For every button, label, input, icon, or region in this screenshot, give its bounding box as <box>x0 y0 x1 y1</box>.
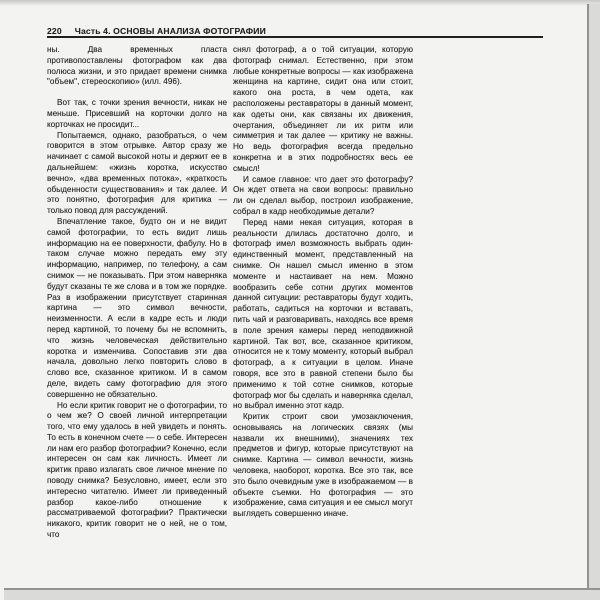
paragraph: ны. Два временных пласта противопоставлены фотографом как два полюса жизни, и это придает времени снимка "объем", стереоскопию» (илл. 496). <box>47 45 227 87</box>
text-column-right <box>233 45 413 541</box>
text-column-left <box>47 45 227 541</box>
chapter-title: Часть 4. ОСНОВЫ АНАЛИЗА ФОТОГРАФИИ <box>74 26 266 36</box>
scan-edge-bottom <box>4 588 600 600</box>
running-header <box>47 26 266 36</box>
paragraph: снял фотограф, а о той ситуации, которую фотограф снимал. Естественно, при этом любые конкретные вопросы — как изображена женщина на картине, сидит она или стоит, какого она роста, в чем одета, как расположены реставраторы в данный момент, как одеты они, как связаны их движения, очертания, объединяет ли их ритм или симметрия и так далее — критику не важны. Но ведь фотография всегда предельно конкретна и в этих подробностях весь ее смысл! <box>233 45 413 173</box>
scan-edge-top <box>0 0 600 6</box>
paragraph: Вот так, с точки зрения вечности, никак не меньше. Присевший на корточки долго на корточках не просидит... <box>47 98 227 129</box>
paragraph: Но если критик говорит не о фотографии, то о чем же? О своей личной интерпретации того, что ему удалось в ней увидеть и понять. То есть в конечном счете — о себе. Интересен ли нам его разбор фотографии? Конечно, если интересен он сам как личность. Имеет ли критик право излагать свое личное мнение по поводу снимка? Безусловно, имеет, если это интересно читателю. Имеет ли приведенный разбор какое-либо отношение к рассматриваемой фотографии? Практически никакого, критик говорит не о ней, не о том, что <box>47 400 227 540</box>
paragraph: Впечатление такое, будто он и не видит самой фотографии, то есть видит лишь информацию на ее поверхности, фабулу. Но в таком случае можно передать ему эту информацию, например, по телефону, а сам снимок — не показывать. При этом наверняка будут сказаны те же слова и в том же порядке. Раз в изображении присутствует старинная картина — это символ вечности, неизменности. А если в кадре есть и люди перед картиной, то почему бы не вспомнить, что жизнь человеческая действительно коротка и изменчива. Сопоставив эти два начала, довольно легко повторить слово в слово все, сказанное критиком. И в самом деле, видеть саму фотографию для этого совершенно не обязательно. <box>47 216 227 399</box>
paragraph: Попытаемся, однако, разобраться, о чем говорится в этом отрывке. Автор сразу же начинает с самой высокой ноты и держит ее в дальнейшем: «жизнь коротка, искусство вечно», «два временных потока», «краткость обыденности существования» и так далее. И это понятно, фотография для критика — только повод для рассуждений. <box>47 130 227 216</box>
scan-edge-right <box>587 4 600 600</box>
text-columns <box>47 45 413 541</box>
header-rule <box>47 36 543 38</box>
page-number: 220 <box>47 26 62 36</box>
paragraph: Критик строит свои умозаключения, основываясь на логических связях (мы назвали их внешними), значениях тех предметов и фигур, которые присутствуют на снимке. Картина — символ вечности, жизнь человека, наоборот, коротка. Все это так, все это было очевидным уже в изображаемом — в объекте съемки. Но фотография — это изображение, сама ситуация и ее смысл могут выглядеть совершенно иначе. <box>233 412 413 519</box>
paragraph: И самое главное: что дает это фотографу? Он ждет ответа на свои вопросы: правильно ли он сделал выбор, построил изображение, собрал в кадр необходимые детали? <box>233 174 413 216</box>
paragraph: Перед нами некая ситуация, которая в реальности длилась достаточно долго, и фотограф имел возможность выбрать один-единственный момент, представленный на снимке. Он нашел смысл именно в этом моменте и настаивает на нем. Можно вообразить себе сотни других моментов данной ситуации: реставраторы будут ходить, работать, садиться на корточки и вставать, пить чай и разговаривать, находясь все время в поле зрения камеры перед неподвижной картиной. Так вот, все, сказанное критиком, относится не к тому моменту, который выбрал фотограф, а к ситуации в целом. Иначе говоря, все это в равной степени было бы применимо к той сотне снимков, которые фотограф мог бы сделать и наверняка сделал, но выбрал именно этот кадр. <box>233 217 413 411</box>
